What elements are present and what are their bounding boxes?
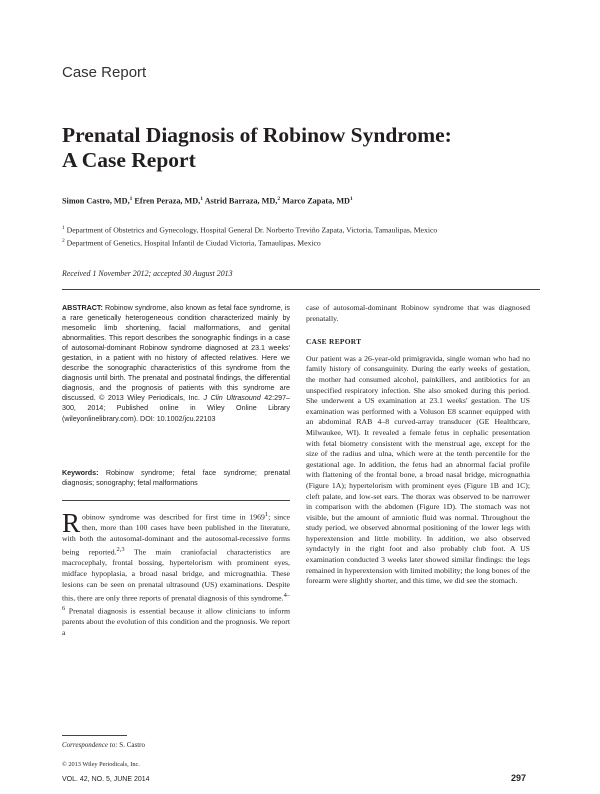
- continuation-text: case of autosomal-dominant Robinow syndrome that was diagnosed prenatally.: [306, 303, 530, 323]
- journal-volume-info: VOL. 42, NO. 5, JUNE 2014: [62, 776, 150, 783]
- affiliation-item: [62, 223, 540, 236]
- abstract: [62, 303, 290, 424]
- author-name: Efren Peraza, MD,: [134, 196, 201, 206]
- introduction-paragraph: [62, 510, 290, 639]
- abstract-divider: [62, 500, 290, 501]
- footnote-divider: [62, 735, 127, 736]
- header-divider: [62, 289, 540, 290]
- article-title: [62, 123, 532, 173]
- intro-text: The main craniofacial characteristics are macrocephaly, frontal bossing, hypertelorism with prominent eyes, midface hypoplasia, a broad nasal bridge, and micrognathia. These lesions can be seen on prenatal ultrasound (US) examinations. Despite this, there are only three reports of prenatal diagnosis of this syndrome.: [62, 547, 290, 603]
- case-report-body: Our patient was a 26-year-old primigravida, single woman who had no family history of consanguinity. During the early weeks of gestation, the mother had consumed alcohol, painkillers, and antibiotics for an unspecified respiratory infection. She also smoked during this period. She underwent a US examination at 23.1 weeks' gestation. The US examination was performed with a Voluson E8 scanner equipped with an abdominal RAB 4–8 curved-array transducer (GE Healthcare, Milwaukee, WI). It revealed a female fetus in cephalic presentation with fetal biometry consistent with the menstrual age, except for the size of the radius and ulna, which were at the tenth percentile for the gestational age. In addition, the fetus had an abnormal facial profile with flattening of the frontal bone, a broad nasal bridge, micrognathia (Figure 1A); hypertelorism with prominent eyes (Figure 1B and 1C); cleft palate, and low-set ears. The thorax was observed to be narrower in comparison with the abdomen (Figure 1D). The stomach was not visible, but the amount of amniotic fluid was normal. Throughout the study period, we observed abnormal positioning of the lower legs with hyperextension and little mobility. In addition, we also observed syndactyly in the right foot and also probably club foot. A US examination conducted 3 weeks later showed similar findings: the legs remained in hyperextension with limited mobility; the long bones of the forearm were slightly shorter, and this time, we did see the stomach.: [306, 353, 530, 586]
- journal-name: J Clin Ultrasound: [203, 394, 261, 403]
- case-report-heading: CASE REPORT: [306, 337, 362, 347]
- author-name: Marco Zapata, MD: [282, 196, 350, 206]
- abstract-text: Robinow syndrome, also known as fetal face syndrome, is a rare genetically heterogeneous condition characterized mainly by mesomelic limb shortening, facial malformations, and genital abnormalities. This report describes the sonographic findings in a case of autosomal-dominant Robinow syndrome diagnosed at 23.1 weeks' gestation, in a patient with no history of affected relatives. Here we describe the sonographic characteristics of this syndrome from the diagnosis until birth. The prenatal and postnatal findings, the differential diagnosis, and the prognosis of patients with this syndrome are discussed. © 2013 Wiley Periodicals, Inc.: [62, 304, 290, 403]
- author-affiliation-mark: 1: [349, 196, 353, 202]
- correspondence-note: [62, 741, 145, 749]
- affiliation-text: Department of Obstetrics and Gynecology, Hospital General Dr. Norberto Treviño Zapata, Victoria, Tamaulipas, Mexico: [66, 225, 438, 235]
- correspondence-label: Correspondence to:: [62, 741, 118, 749]
- correspondence-name: S. Castro: [119, 741, 145, 749]
- affiliation-number: 2: [62, 237, 65, 244]
- author-name: Astrid Barraza, MD,: [204, 196, 278, 206]
- intro-text: ; since then, more than 100 cases have been published in the literature, with both the autosomal-dominant and the autosomal-recessive forms being reported.: [62, 512, 290, 557]
- author-affiliation-mark: 2: [277, 196, 281, 202]
- title-line-1: Prenatal Diagnosis of Robinow Syndrome:: [62, 123, 452, 147]
- copyright-notice: © 2013 Wiley Periodicals, Inc.: [62, 761, 140, 768]
- abstract-citation: 42:297–300, 2014; Published online in Wiley Online Library (wileyonlinelibrary.com). DOI: 10.1002/jcu.22103: [62, 394, 291, 423]
- page-number: 297: [511, 773, 527, 783]
- affiliation-text: Department of Genetics, Hospital Infantil de Ciudad Victoria, Tamaulipas, Mexico: [66, 238, 321, 248]
- reference-mark: 4–6: [62, 591, 290, 613]
- intro-text: Prenatal diagnosis is essential because it allow clinicians to inform parents about the evolution of this condition and the prognosis. We report a: [62, 606, 290, 638]
- reference-mark: 2,3: [116, 545, 125, 553]
- abstract-label: ABSTRACT:: [62, 304, 103, 312]
- author-affiliation-mark: 1: [200, 196, 203, 202]
- keywords-label: Keywords:: [62, 469, 99, 477]
- author-list: [62, 196, 353, 206]
- keywords: [62, 468, 290, 488]
- affiliation-item: [62, 236, 540, 249]
- reference-mark: 1: [264, 511, 269, 518]
- received-accepted-dates: Received 1 November 2012; accepted 30 August 2013: [62, 269, 233, 278]
- title-line-2: A Case Report: [62, 148, 196, 172]
- drop-cap: R: [62, 508, 81, 538]
- section-label: Case Report: [62, 64, 147, 81]
- affiliation-number: 1: [62, 225, 65, 231]
- intro-text: obinow syndrome was described for first time in 1969: [82, 512, 265, 522]
- author-name: Simon Castro, MD,: [62, 196, 130, 206]
- author-affiliation-mark: 1: [129, 196, 133, 202]
- affiliations: [62, 223, 540, 248]
- right-column: [306, 303, 530, 587]
- keywords-text: Robinow syndrome; fetal face syndrome; prenatal diagnosis; sonography; fetal malformations: [62, 469, 290, 488]
